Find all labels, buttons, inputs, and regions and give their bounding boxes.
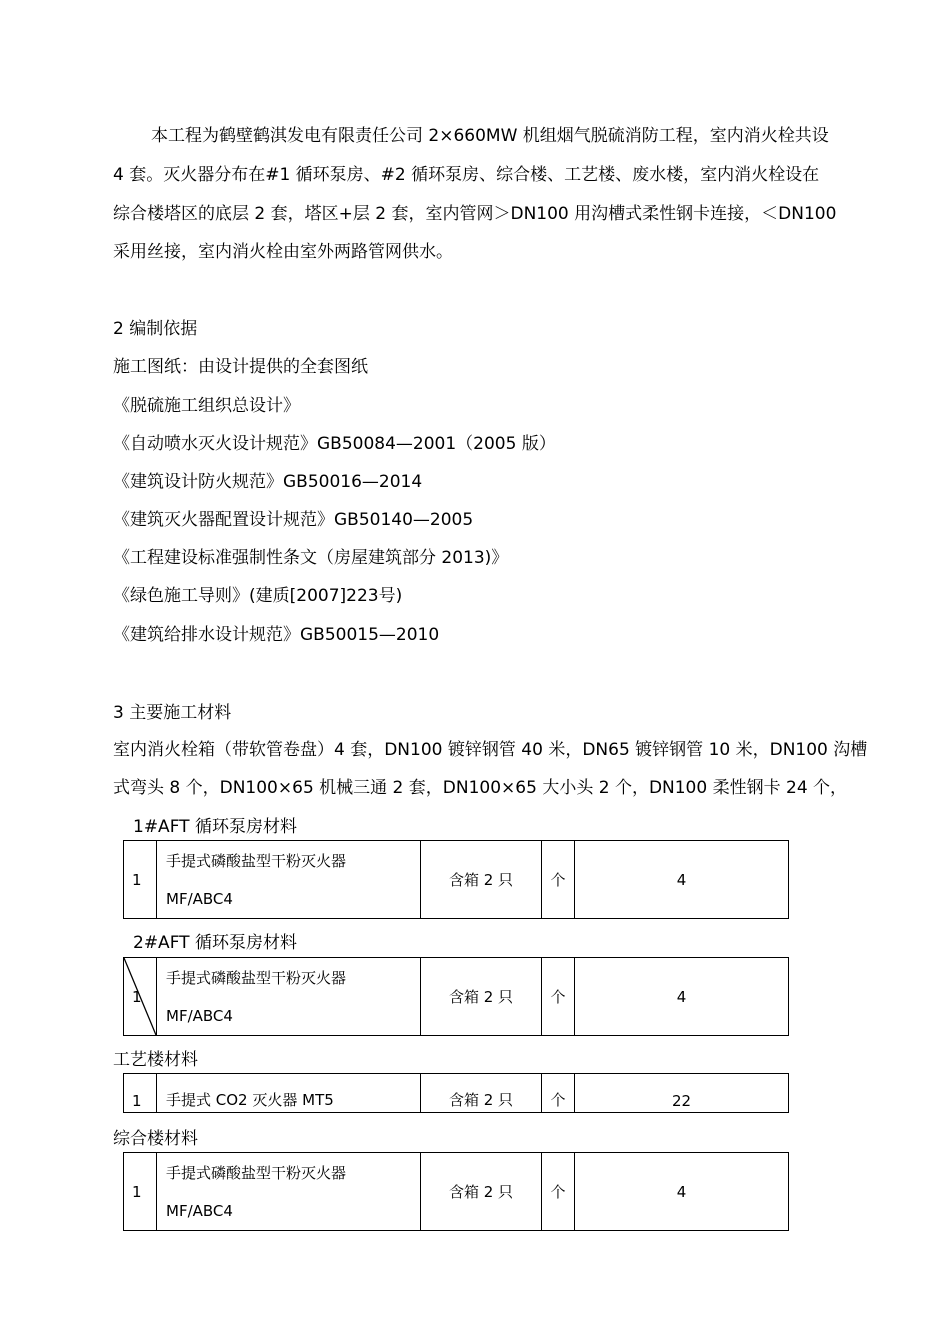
- reference-item: 《建筑给排水设计规范》GB50015—2010: [113, 625, 440, 645]
- materials-table: [123, 1152, 789, 1231]
- intro-line-1: 本工程为鹤壁鹤淇发电有限责任公司 2×660MW 机组烟气脱硫消防工程，室内消火栓共设: [151, 126, 829, 146]
- materials-table: [123, 840, 789, 919]
- reference-item: 《绿色施工导则》(建质[2007]223号): [113, 586, 403, 606]
- item-quantity-note: 含箱 2 只: [421, 1074, 542, 1113]
- item-name-line-1: 手提式磷酸盐型干粉灭火器: [166, 1163, 347, 1182]
- table-caption: 工艺楼材料: [113, 1050, 198, 1070]
- item-name-line-1: 手提式磷酸盐型干粉灭火器: [166, 851, 347, 870]
- item-name: [157, 958, 421, 1036]
- row-number: 1: [124, 1074, 157, 1113]
- materials-line-1: 室内消火栓箱（带软管卷盘）4 套，DN100 镀锌钢管 40 米，DN65 镀锌钢管 10 米，DN100 沟槽: [113, 740, 868, 760]
- row-number-text: 1: [132, 987, 142, 1006]
- item-name: 手提式 CO2 灭火器 MT5: [157, 1074, 421, 1113]
- reference-item: 《建筑设计防火规范》GB50016—2014: [113, 472, 423, 492]
- table-caption: 2#AFT 循环泵房材料: [133, 933, 297, 953]
- table-caption: 综合楼材料: [113, 1129, 198, 1149]
- reference-item: 《工程建设标准强制性条文（房屋建筑部分 2013)》: [113, 548, 509, 568]
- materials-line-2: 式弯头 8 个，DN100×65 机械三通 2 套，DN100×65 大小头 2 个，DN100 柔性钢卡 24 个，: [113, 778, 848, 798]
- item-quantity-note: 含箱 2 只: [421, 841, 542, 919]
- table-row: [124, 958, 789, 1036]
- table-row: [124, 841, 789, 919]
- materials-table: [123, 957, 789, 1036]
- item-quantity-note: 含箱 2 只: [421, 958, 542, 1036]
- section2-heading: 2 编制依据: [113, 319, 198, 339]
- item-name-line-1: 手提式磷酸盐型干粉灭火器: [166, 968, 347, 987]
- reference-item: 《脱硫施工组织总设计》: [113, 396, 300, 416]
- row-number: 1: [124, 841, 157, 919]
- row-number: 1: [124, 1153, 157, 1231]
- item-name-line-2: MF/ABC4: [166, 1201, 233, 1220]
- item-name: [157, 1153, 421, 1231]
- item-unit: 个: [542, 958, 575, 1036]
- item-unit: 个: [542, 841, 575, 919]
- intro-line-3: 综合楼塔区的底层 2 套，塔区+层 2 套，室内管网＞DN100 用沟槽式柔性钢卡连接，＜DN100: [113, 204, 837, 224]
- item-name-line-2: MF/ABC4: [166, 889, 233, 908]
- reference-item: 《建筑灭火器配置设计规范》GB50140—2005: [113, 510, 474, 530]
- item-count: 4: [575, 1153, 789, 1231]
- materials-table: [123, 1073, 789, 1113]
- intro-line-4: 采用丝接，室内消火栓由室外两路管网供水。: [113, 242, 453, 262]
- item-name-line-2: MF/ABC4: [166, 1006, 233, 1025]
- table-row: [124, 1153, 789, 1231]
- section3-heading: 3 主要施工材料: [113, 703, 232, 723]
- item-name: [157, 841, 421, 919]
- row-number: [124, 958, 157, 1036]
- table-row: [124, 1074, 789, 1113]
- item-quantity-note: 含箱 2 只: [421, 1153, 542, 1231]
- reference-item: 《自动喷水灭火设计规范》GB50084—2001（2005 版）: [113, 434, 556, 454]
- intro-line-2: 4 套。灭火器分布在#1 循环泵房、#2 循环泵房、综合楼、工艺楼、废水楼，室内消火栓设在: [113, 165, 820, 185]
- reference-item: 施工图纸：由设计提供的全套图纸: [113, 357, 368, 377]
- item-count: 4: [575, 841, 789, 919]
- item-unit: 个: [542, 1153, 575, 1231]
- item-unit: 个: [542, 1074, 575, 1113]
- table-caption: 1#AFT 循环泵房材料: [133, 817, 297, 837]
- item-count: 22: [575, 1074, 789, 1113]
- item-count: 4: [575, 958, 789, 1036]
